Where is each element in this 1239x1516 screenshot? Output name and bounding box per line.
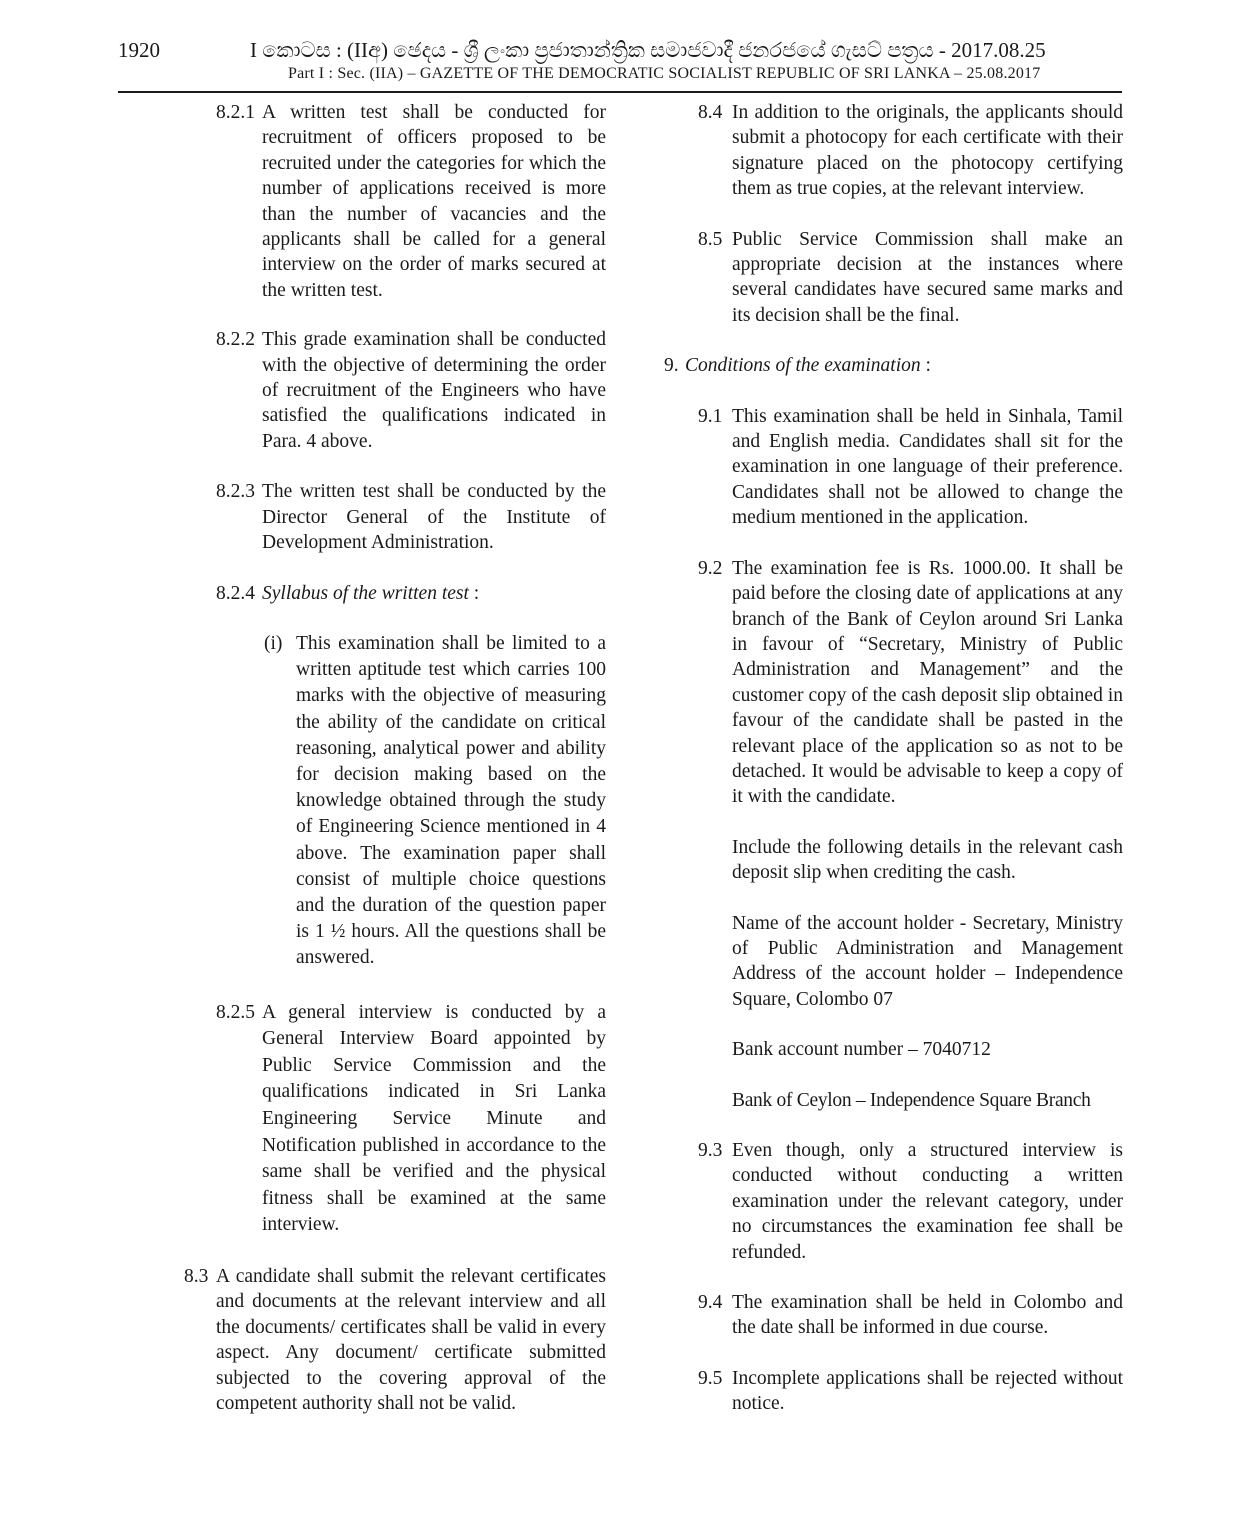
paragraph-8-2-4 — [180, 581, 606, 606]
paragraph-number: 9.5 — [698, 1367, 723, 1389]
paragraph-8-2-5 — [180, 1000, 606, 1239]
conditions-heading: Conditions of the examination — [685, 355, 921, 377]
paragraph-number: 9.3 — [698, 1140, 723, 1161]
paragraph-number: 8.5 — [698, 228, 723, 250]
paragraph-text: Bank of Ceylon – Independence Square Branch — [732, 1089, 1091, 1111]
paragraph-number: 8.2.5 — [216, 1001, 255, 1023]
paragraph-text: The examination fee is Rs. 1000.00. It shall be paid before the closing date of applications at any branch of the Bank of Ceylon around Sri Lanka in favour of “Secretary, Ministry of Public Administration and Management” and the customer copy of the cash deposit slip obtained in favour of the candidate shall be pasted in the relevant place of the application so as not to be detached. It would be advisable to keep a copy of it with the candidate. — [732, 557, 1123, 808]
paragraph-text: This grade examination shall be conducted with the objective of determining the order of recruitment of the Engineers who have satisfied the qualifications indicated in Para. 4 above. — [262, 329, 606, 452]
paragraph-number: 8.4 — [698, 102, 723, 123]
paragraph-text: This examination shall be limited to a written aptitude test which carries 100 marks with the objective of measuring the ability of the candidate on critical reasoning, analytical power and ability for decision making based on the knowledge obtained through the study of Engineering Science mentioned in 4 above. The examination paper shall consist of multiple choice questions and the duration of the question paper is 1 ½ hours. All the questions shall be answered. — [296, 632, 606, 969]
paragraph-8-5 — [662, 227, 1123, 329]
paragraph-text: A written test shall be conducted for recruitment of officers proposed to be recruited under the categories for which the number of applications received is more than the number of vacancies and the applicants shall be called for a general interview on the order of marks secured at the written test. — [262, 102, 606, 301]
header-rule — [118, 91, 1122, 93]
paragraph-text: A candidate shall submit the relevant certificates and documents at the relevant interview and all the documents/ certificates shall be valid in every aspect. Any document/ certificate submitted subjected to the covering approval of the competent authority shall not be valid. — [216, 1265, 606, 1414]
paragraph-number: 8.2.2 — [216, 329, 255, 351]
paragraph-number: 9.2 — [698, 557, 723, 579]
section-9-heading — [662, 353, 1123, 378]
paragraph-text: The examination shall be held in Colombo and the date shall be informed in due course. — [732, 1292, 1123, 1339]
paragraph-9-2-account-number — [662, 1037, 1123, 1062]
paragraph-text: This examination shall be held in Sinhala, Tamil and English media. Candidates shall sit for the examination in one language of their preference. Candidates shall not be allowed to change the medium mentioned in the application. — [732, 405, 1123, 529]
paragraph-9-2-bank — [662, 1088, 1123, 1113]
paragraph-number: 9.4 — [698, 1292, 723, 1314]
paragraph-8-2-1 — [180, 100, 606, 303]
paragraph-number: 9.1 — [698, 405, 723, 427]
paragraph-9-2 — [662, 556, 1123, 810]
paragraph-number: 8.2.4 — [216, 582, 255, 604]
paragraph-8-3 — [180, 1264, 606, 1416]
syllabus-heading: Syllabus of the written test — [262, 582, 469, 604]
paragraph-9-2-account-holder — [662, 911, 1123, 1013]
paragraph-text: Bank account number – 7040712 — [732, 1039, 991, 1061]
heading-suffix: : — [468, 582, 480, 604]
header-sinhala-title: I කොටස : (IIඅ) ඡෙදය - ශ්‍රී ලංකා ප්‍රජාතාන්ත්‍රික සමාජවාදී ජනරජයේ ගැසට් පත්‍රය - 2017.08.25 — [250, 38, 1046, 62]
paragraph-text: A general interview is conducted by a General Interview Board appointed by Public Service Commission and the qualifications indicated in Sri Lanka Engineering Service Minute and Notification published in accordance to the same shall be verified and the physical fitness shall be examined at the same interview. — [262, 1001, 606, 1236]
paragraph-number: 8.2.3 — [216, 481, 255, 503]
paragraph-text: The written test shall be conducted by the Director General of the Institute of Development Administration. — [262, 481, 606, 554]
heading-suffix: : — [920, 355, 931, 377]
paragraph-number: (i) — [264, 632, 283, 654]
paragraph-8-2-3 — [180, 479, 606, 555]
header-english-title: Part I : Sec. (IIA) – GAZETTE OF THE DEMOCRATIC SOCIALIST REPUBLIC OF SRI LANKA – 25.08.2017 — [288, 65, 1041, 82]
section-number: 9. — [664, 355, 679, 377]
paragraph-number: 8.3 — [184, 1265, 209, 1287]
right-column — [662, 100, 1123, 1417]
paragraph-text: Name of the account holder - Secretary, Ministry of Public Administration and Management Address of the account holder – Independence Square, Colombo 07 — [732, 912, 1123, 1010]
paragraph-number: 8.2.1 — [216, 102, 255, 123]
paragraph-9-5 — [662, 1366, 1123, 1417]
paragraph-9-1 — [662, 404, 1123, 531]
paragraph-9-3 — [662, 1138, 1123, 1265]
paragraph-text: Public Service Commission shall make an appropriate decision at the instances where several candidates have secured same marks and its decision shall be the final. — [732, 228, 1123, 326]
paragraph-text: In addition to the originals, the applicants should submit a photocopy for each certificate with their signature placed on the photocopy certifying them as true copies, at the relevant interview. — [732, 102, 1123, 200]
paragraph-text: Include the following details in the relevant cash deposit slip when crediting the cash. — [732, 836, 1123, 884]
paragraph-text: Even though, only a structured interview is conducted without conducting a written examination under the relevant category, under no circumstances the examination fee shall be refunded. — [732, 1140, 1123, 1263]
paragraph-8-2-2 — [180, 327, 606, 454]
paragraph-8-4 — [662, 100, 1123, 202]
paragraph-8-2-4-i — [180, 631, 606, 972]
paragraph-9-2-include — [662, 835, 1123, 886]
page-number: 1920 — [118, 38, 160, 62]
left-column — [180, 100, 606, 1416]
paragraph-text: Incomplete applications shall be rejected without notice. — [732, 1367, 1123, 1415]
paragraph-9-4 — [662, 1290, 1123, 1341]
